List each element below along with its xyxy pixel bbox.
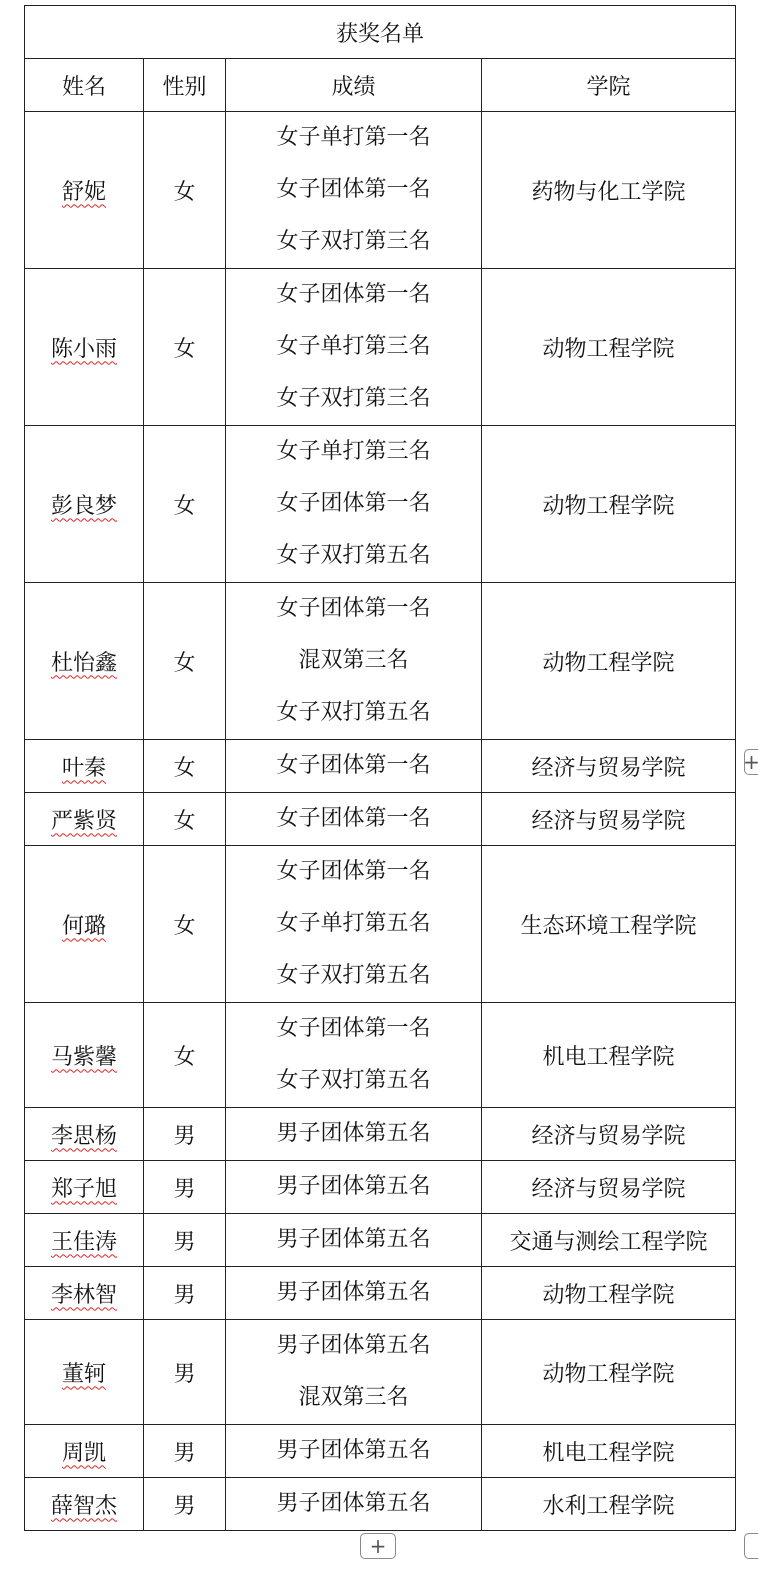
table-resize-handle[interactable] [744, 1533, 758, 1559]
result-line: 女子团体第一名 [276, 1016, 431, 1041]
results-cell[interactable] [226, 1478, 482, 1531]
result-line: 男子团体第五名 [276, 1121, 431, 1146]
header-college[interactable]: 学院 [482, 59, 736, 112]
result-line: 女子团体第一名 [276, 859, 431, 884]
student-name: 郑子旭 [50, 1176, 117, 1202]
result-line: 女子单打第三名 [276, 334, 431, 359]
name-cell[interactable] [25, 269, 144, 426]
name-cell[interactable] [25, 793, 144, 846]
college-cell[interactable]: 动物工程学院 [482, 269, 736, 426]
result-line: 男子团体第五名 [276, 1491, 431, 1516]
table-title[interactable]: 获奖名单 [25, 6, 736, 59]
gender-cell[interactable]: 女 [144, 1003, 226, 1108]
college-cell[interactable]: 水利工程学院 [482, 1478, 736, 1531]
name-cell[interactable] [25, 846, 144, 1003]
gender-cell[interactable]: 女 [144, 740, 226, 793]
name-cell[interactable] [25, 740, 144, 793]
results-cell[interactable] [226, 793, 482, 846]
table-row [25, 1003, 736, 1108]
name-cell[interactable] [25, 112, 144, 269]
college-cell[interactable]: 机电工程学院 [482, 1425, 736, 1478]
name-cell[interactable] [25, 1320, 144, 1425]
result-line: 男子团体第五名 [276, 1227, 431, 1252]
gender-cell[interactable]: 女 [144, 112, 226, 269]
result-line: 混双第三名 [298, 648, 409, 673]
name-cell[interactable] [25, 1425, 144, 1478]
gender-cell[interactable]: 女 [144, 793, 226, 846]
results-cell[interactable] [226, 1161, 482, 1214]
result-line: 女子双打第五名 [276, 1068, 431, 1093]
student-name: 舒妮 [61, 179, 106, 205]
student-name: 彭良梦 [50, 493, 117, 519]
header-results[interactable]: 成绩 [226, 59, 482, 112]
student-name: 何璐 [61, 913, 106, 939]
college-cell[interactable]: 生态环境工程学院 [482, 846, 736, 1003]
results-cell[interactable] [226, 426, 482, 583]
name-cell[interactable] [25, 1003, 144, 1108]
name-cell[interactable] [25, 1161, 144, 1214]
table-row [25, 1214, 736, 1267]
plus-icon: + [743, 750, 760, 774]
table-row [25, 1320, 736, 1425]
table-row [25, 846, 736, 1003]
header-gender[interactable]: 性别 [144, 59, 226, 112]
results-cell[interactable] [226, 269, 482, 426]
college-cell[interactable]: 动物工程学院 [482, 583, 736, 740]
student-name: 杜怡鑫 [50, 650, 117, 676]
add-column-button[interactable] [744, 749, 758, 775]
result-line: 女子单打第三名 [276, 439, 431, 464]
gender-cell[interactable]: 女 [144, 583, 226, 740]
table-row [25, 112, 736, 269]
results-cell[interactable] [226, 1214, 482, 1267]
name-cell[interactable] [25, 1214, 144, 1267]
gender-cell[interactable]: 男 [144, 1161, 226, 1214]
table-body [25, 112, 736, 1531]
result-line: 女子单打第一名 [276, 125, 431, 150]
gender-cell[interactable]: 女 [144, 269, 226, 426]
college-cell[interactable]: 经济与贸易学院 [482, 793, 736, 846]
results-cell[interactable] [226, 1320, 482, 1425]
results-cell[interactable] [226, 1003, 482, 1108]
header-row [25, 59, 736, 112]
student-name: 董轲 [61, 1361, 106, 1387]
result-line: 女子双打第五名 [276, 543, 431, 568]
table-row [25, 1267, 736, 1320]
gender-cell[interactable]: 男 [144, 1108, 226, 1161]
result-line: 女子团体第一名 [276, 177, 431, 202]
result-line: 女子双打第五名 [276, 700, 431, 725]
table-row [25, 1108, 736, 1161]
result-line: 女子单打第五名 [276, 911, 431, 936]
table-row [25, 1478, 736, 1531]
gender-cell[interactable]: 女 [144, 846, 226, 1003]
results-cell[interactable] [226, 1267, 482, 1320]
table-row [25, 1425, 736, 1478]
result-line: 女子团体第一名 [276, 806, 431, 831]
name-cell[interactable] [25, 426, 144, 583]
results-cell[interactable] [226, 740, 482, 793]
result-line: 女子双打第三名 [276, 229, 431, 254]
college-cell[interactable]: 经济与贸易学院 [482, 1161, 736, 1214]
college-cell[interactable]: 动物工程学院 [482, 1267, 736, 1320]
table-row [25, 426, 736, 583]
award-table [24, 5, 736, 1531]
gender-cell[interactable]: 男 [144, 1478, 226, 1531]
name-cell[interactable] [25, 1108, 144, 1161]
student-name: 李思杨 [50, 1123, 117, 1149]
student-name: 王佳涛 [50, 1229, 117, 1255]
results-cell[interactable] [226, 846, 482, 1003]
student-name: 叶秦 [61, 755, 106, 781]
table-row [25, 269, 736, 426]
gender-cell[interactable]: 男 [144, 1425, 226, 1478]
result-line: 女子团体第一名 [276, 596, 431, 621]
table-row [25, 793, 736, 846]
table-row [25, 583, 736, 740]
header-name[interactable]: 姓名 [25, 59, 144, 112]
gender-cell[interactable]: 男 [144, 1214, 226, 1267]
name-cell[interactable] [25, 1267, 144, 1320]
college-cell[interactable]: 动物工程学院 [482, 1320, 736, 1425]
college-cell[interactable]: 动物工程学院 [482, 426, 736, 583]
student-name: 周凯 [61, 1440, 106, 1466]
gender-cell[interactable]: 女 [144, 426, 226, 583]
college-cell[interactable]: 药物与化工学院 [482, 112, 736, 269]
result-line: 男子团体第五名 [276, 1280, 431, 1305]
result-line: 男子团体第五名 [276, 1174, 431, 1199]
plus-icon: + [369, 1534, 387, 1558]
results-cell[interactable] [226, 112, 482, 269]
add-row-button[interactable] [360, 1533, 396, 1559]
results-cell[interactable] [226, 1425, 482, 1478]
result-line: 女子团体第一名 [276, 282, 431, 307]
college-cell[interactable]: 机电工程学院 [482, 1003, 736, 1108]
college-cell[interactable]: 经济与贸易学院 [482, 740, 736, 793]
table-row [25, 740, 736, 793]
name-cell[interactable] [25, 583, 144, 740]
college-cell[interactable]: 经济与贸易学院 [482, 1108, 736, 1161]
name-cell[interactable] [25, 1478, 144, 1531]
result-line: 女子团体第一名 [276, 491, 431, 516]
result-line: 女子双打第五名 [276, 963, 431, 988]
student-name: 陈小雨 [50, 336, 117, 362]
result-line: 混双第三名 [298, 1385, 409, 1410]
student-name: 严紫贤 [50, 808, 117, 834]
table-row [25, 1161, 736, 1214]
result-line: 男子团体第五名 [276, 1438, 431, 1463]
college-cell[interactable]: 交通与测绘工程学院 [482, 1214, 736, 1267]
result-line: 女子双打第三名 [276, 386, 431, 411]
student-name: 薛智杰 [50, 1493, 117, 1519]
student-name: 马紫馨 [50, 1044, 117, 1070]
results-cell[interactable] [226, 583, 482, 740]
gender-cell[interactable]: 男 [144, 1267, 226, 1320]
result-line: 女子团体第一名 [276, 753, 431, 778]
results-cell[interactable] [226, 1108, 482, 1161]
gender-cell[interactable]: 男 [144, 1320, 226, 1425]
student-name: 李林智 [50, 1282, 117, 1308]
result-line: 男子团体第五名 [276, 1333, 431, 1358]
